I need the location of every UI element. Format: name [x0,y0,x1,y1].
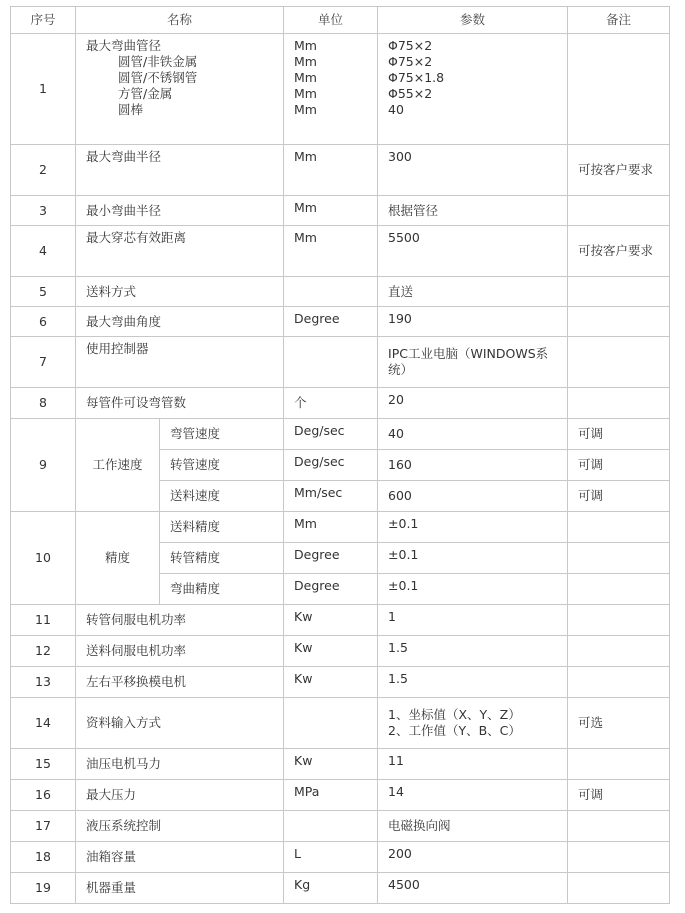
row-no: 8 [11,388,76,419]
row-note [568,277,670,307]
row-unit: MPa [284,780,378,811]
row-name: 送料方式 [76,277,284,307]
table-row [11,277,670,307]
row-param: 根据管径 [378,196,568,226]
row-unit [284,34,378,145]
row-no: 17 [11,811,76,842]
row-note [568,749,670,780]
header-name: 名称 [76,7,284,34]
name-line: 圆管/非铁金属 [118,54,198,69]
sub-name: 弯曲精度 [160,574,284,605]
table-row [11,419,670,450]
header-unit: 单位 [284,7,378,34]
row-no: 15 [11,749,76,780]
row-unit [284,698,378,749]
row-unit: Mm [284,145,378,196]
row-note [568,667,670,698]
unit-line: Mm [294,38,317,53]
row-name: 左右平移换模电机 [76,667,284,698]
row-name: 液压系统控制 [76,811,284,842]
row-unit: Kw [284,636,378,667]
name-line: 圆管/不锈钢管 [118,70,198,85]
row-note [568,543,670,574]
row-no: 12 [11,636,76,667]
row-unit: L [284,842,378,873]
sub-name: 送料精度 [160,512,284,543]
row-note [568,574,670,605]
row-param: IPC工业电脑（WINDOWS系统） [378,337,568,388]
table-row [11,842,670,873]
param-line: 1、坐标值（X、Y、Z） [388,707,521,722]
row-note [568,842,670,873]
row-param: 300 [378,145,568,196]
row-note [568,873,670,904]
row-no: 10 [11,512,76,605]
table-row [11,780,670,811]
row-no: 6 [11,307,76,337]
row-name [76,34,284,145]
row-param: 600 [378,481,568,512]
row-unit: 个 [284,388,378,419]
row-no: 19 [11,873,76,904]
spec-table [10,6,670,904]
row-name: 最小弯曲半径 [76,196,284,226]
row-group: 工作速度 [76,419,160,512]
param-line: 2、工作值（Y、B、C） [388,723,521,738]
table-row [11,698,670,749]
row-param: 160 [378,450,568,481]
row-unit: Degree [284,543,378,574]
row-unit: Mm [284,196,378,226]
row-unit: Kw [284,749,378,780]
row-name: 最大压力 [76,780,284,811]
row-name: 油箱容量 [76,842,284,873]
table-row [11,512,670,543]
table-row [11,636,670,667]
row-note [568,196,670,226]
table-row [11,667,670,698]
row-name: 每管件可设弯管数 [76,388,284,419]
row-note [568,636,670,667]
name-line: 最大弯曲管径 [86,38,162,53]
row-param: 电磁换向阀 [378,811,568,842]
row-no: 18 [11,842,76,873]
table-row [11,145,670,196]
row-unit: Mm/sec [284,481,378,512]
row-name: 送料伺服电机功率 [76,636,284,667]
row-param [378,698,568,749]
row-unit: Kw [284,605,378,636]
row-param: 20 [378,388,568,419]
row-param: 11 [378,749,568,780]
row-note: 可按客户要求 [568,145,670,196]
row-note: 可调 [568,419,670,450]
row-note [568,337,670,388]
table-row [11,307,670,337]
table-row [11,811,670,842]
row-unit: Deg/sec [284,450,378,481]
row-param: 40 [378,419,568,450]
param-line: Φ75×2 [388,54,433,69]
row-name: 最大弯曲半径 [76,145,284,196]
row-note: 可选 [568,698,670,749]
row-note: 可按客户要求 [568,226,670,277]
row-name: 转管伺服电机功率 [76,605,284,636]
table-row [11,749,670,780]
row-unit: Mm [284,226,378,277]
row-no: 13 [11,667,76,698]
row-param: 190 [378,307,568,337]
unit-line: Mm [294,70,317,85]
unit-line: Mm [294,86,317,101]
sub-name: 弯管速度 [160,419,284,450]
row-note [568,388,670,419]
row-note: 可调 [568,780,670,811]
table-row [11,196,670,226]
table-row [11,337,670,388]
row-name: 机器重量 [76,873,284,904]
row-param: 1.5 [378,636,568,667]
row-no: 9 [11,419,76,512]
header-note: 备注 [568,7,670,34]
row-name: 油压电机马力 [76,749,284,780]
row-note [568,34,670,145]
row-note [568,307,670,337]
row-no: 7 [11,337,76,388]
row-param: 14 [378,780,568,811]
row-no: 2 [11,145,76,196]
row-unit: Kg [284,873,378,904]
row-unit: Degree [284,574,378,605]
name-line: 圆棒 [118,102,144,117]
param-line: Φ75×1.8 [388,70,445,85]
row-name: 最大弯曲角度 [76,307,284,337]
row-param [378,34,568,145]
row-note [568,811,670,842]
row-no: 16 [11,780,76,811]
unit-line: Mm [294,54,317,69]
unit-line: Mm [294,102,317,117]
row-param: 5500 [378,226,568,277]
row-name: 使用控制器 [76,337,284,388]
row-unit: Deg/sec [284,419,378,450]
row-param: 1 [378,605,568,636]
row-param: 1.5 [378,667,568,698]
row-name: 资料输入方式 [76,698,284,749]
sub-name: 送料速度 [160,481,284,512]
row-param: 200 [378,842,568,873]
row-no: 4 [11,226,76,277]
row-group: 精度 [76,512,160,605]
row-unit: Kw [284,667,378,698]
row-unit [284,277,378,307]
table-row [11,873,670,904]
row-no: 5 [11,277,76,307]
row-param: 直送 [378,277,568,307]
name-line: 方管/金属 [118,86,173,101]
param-line: Φ75×2 [388,38,433,53]
row-unit [284,811,378,842]
row-note: 可调 [568,450,670,481]
row-unit: Degree [284,307,378,337]
table-row [11,226,670,277]
sub-name: 转管精度 [160,543,284,574]
row-param: 4500 [378,873,568,904]
param-line: Φ55×2 [388,86,433,101]
row-unit: Mm [284,512,378,543]
table-row [11,605,670,636]
row-no: 11 [11,605,76,636]
row-name: 最大穿芯有效距离 [76,226,284,277]
header-param: 参数 [378,7,568,34]
param-line: 40 [388,102,404,117]
header-no: 序号 [11,7,76,34]
row-no: 14 [11,698,76,749]
row-note: 可调 [568,481,670,512]
row-param: ±0.1 [378,574,568,605]
table-row [11,34,670,145]
row-no: 1 [11,34,76,145]
row-note [568,605,670,636]
row-param: ±0.1 [378,512,568,543]
row-note [568,512,670,543]
table-row [11,388,670,419]
header-row [11,7,670,34]
row-no: 3 [11,196,76,226]
row-param: ±0.1 [378,543,568,574]
sub-name: 转管速度 [160,450,284,481]
row-unit [284,337,378,388]
